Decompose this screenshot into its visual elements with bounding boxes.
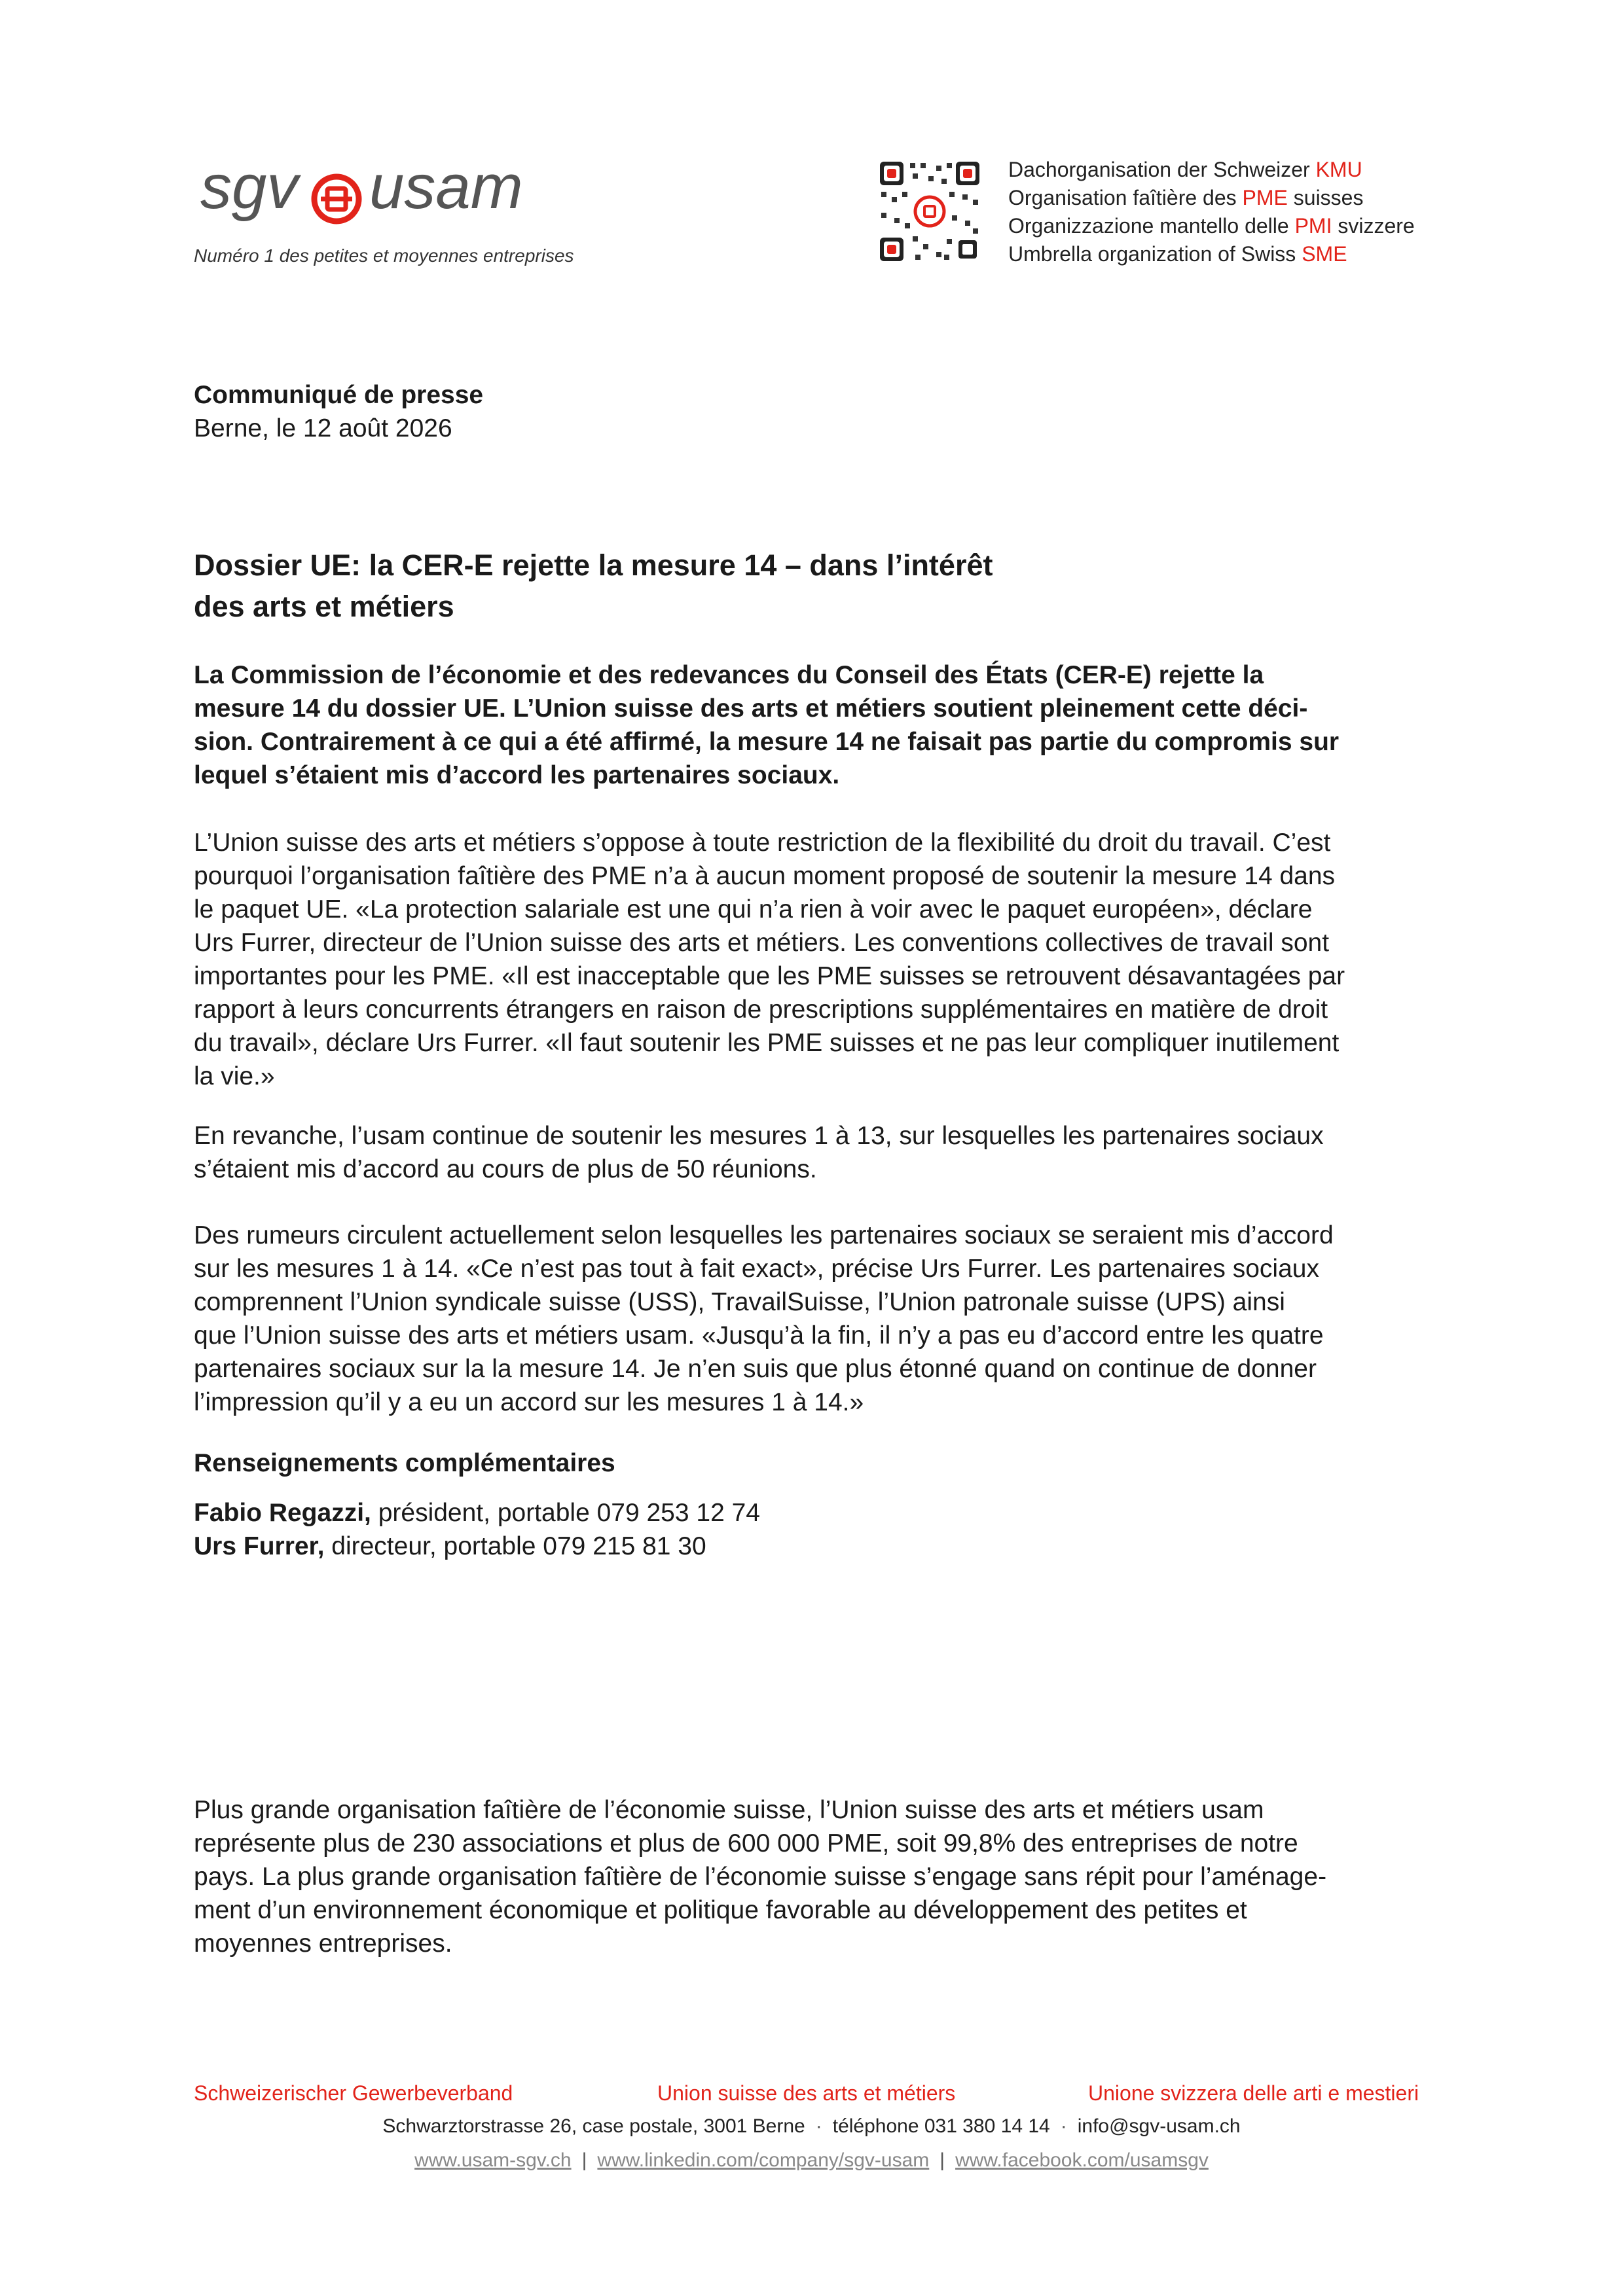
separator-dot: · (815, 2115, 822, 2137)
website-link[interactable]: www.usam-sgv.ch (414, 2149, 572, 2171)
body-line: la vie.» (194, 1062, 275, 1090)
about-line: moyennes entreprises. (194, 1929, 452, 1958)
body-line: le paquet UE. «La protection salariale est une qui n’a rien à voir avec le paquet européen», déclare (194, 895, 1313, 924)
about-line: Plus grande organisation faîtière de l’économie suisse, l’Union suisse des arts et métiers usam (194, 1796, 1264, 1824)
body-line: du travail», déclare Urs Furrer. «Il faut soutenir les PME suisses et ne pas leur compliquer inutilement (194, 1029, 1340, 1057)
body-paragraph-2 (194, 1119, 1324, 1186)
page-title (194, 545, 993, 627)
body-paragraph-1 (194, 826, 1345, 1093)
linkedin-link[interactable]: www.linkedin.com/company/sgv-usam (597, 2149, 930, 2171)
footer-name-it: Unione svizzera delle arti e mestieri (1088, 2081, 1419, 2105)
org-line-en: Umbrella organization of Swiss SME (1008, 242, 1347, 266)
press-release-date: Berne, le 12 août 2026 (194, 414, 452, 442)
body-line: sur les mesures 1 à 14. «Ce n’est pas tout à fait exact», précise Urs Furrer. Les partenaires sociaux (194, 1255, 1319, 1283)
contact-name: Urs Furrer, (194, 1532, 325, 1560)
title-line: Dossier UE: la CER-E rejette la mesure 14 – dans l’intérêt (194, 548, 993, 582)
contact-detail: directeur, portable 079 215 81 30 (324, 1532, 706, 1560)
lead-line: mesure 14 du dossier UE. L’Union suisse des arts et métiers soutient pleinement cette déci- (194, 694, 1308, 723)
footer-address-line (0, 2115, 1623, 2138)
body-line: importantes pour les PME. «Il est inacceptable que les PME suisses se retrouvent désavantagées par (194, 962, 1345, 990)
body-line: En revanche, l’usam continue de soutenir les mesures 1 à 13, sur lesquelles les partenaires sociaux (194, 1122, 1324, 1150)
body-line: l’impression qu’il y a eu un accord sur les mesures 1 à 14.» (194, 1388, 864, 1416)
body-line: rapport à leurs concurrents étrangers en raison de prescriptions supplémentaires en matière de droit (194, 996, 1328, 1024)
lead-paragraph (194, 658, 1339, 792)
body-line: Urs Furrer, directeur de l’Union suisse des arts et métiers. Les conventions collectives de travail sont (194, 929, 1330, 957)
separator-bar: | (581, 2149, 587, 2171)
footer-address: Schwarztorstrasse 26, case postale, 3001 Berne (382, 2115, 805, 2137)
org-line-fr: Organisation faîtière des PME suisses (1008, 186, 1364, 209)
contact-name: Fabio Regazzi, (194, 1499, 371, 1527)
qr-code-icon (877, 159, 982, 264)
footer-name-de: Schweizerischer Gewerbeverband (194, 2081, 513, 2105)
org-line-it: Organizzazione mantello delle PMI svizzere (1008, 214, 1415, 238)
footer-links (0, 2149, 1623, 2172)
about-paragraph (194, 1793, 1326, 1960)
logo-tagline: Numéro 1 des petites et moyennes entreprises (194, 245, 574, 266)
footer-name-fr: Union suisse des arts et métiers (657, 2081, 956, 2105)
body-line: que l’Union suisse des arts et métiers usam. «Jusqu’à la fin, il n’y a pas eu d’accord entre les quatre (194, 1321, 1324, 1350)
further-info-heading: Renseignements complémentaires (194, 1449, 615, 1477)
separator-bar: | (939, 2149, 945, 2171)
about-line: ment d’un environnement économique et politique favorable au développement des petites et (194, 1896, 1247, 1924)
body-line: partenaires sociaux sur la la mesure 14. Je n’en suis que plus étonné quand on continue de donner (194, 1355, 1317, 1383)
contact-list (194, 1496, 760, 1563)
lead-line: sion. Contrairement à ce qui a été affirmé, la mesure 14 ne faisait pas partie du compromis sur (194, 728, 1340, 756)
contact-item (194, 1496, 760, 1530)
contact-item (194, 1530, 760, 1563)
svg-text:usam: usam (369, 169, 523, 222)
body-line: s’étaient mis d’accord au cours de plus de 50 réunions. (194, 1155, 817, 1183)
svg-text:sgv: sgv (200, 169, 299, 222)
lead-line: lequel s’étaient mis d’accord les partenaires sociaux. (194, 761, 840, 789)
body-line: L’Union suisse des arts et métiers s’oppose à toute restriction de la flexibilité du droit du travail. C’est (194, 829, 1331, 857)
footer-phone: téléphone 031 380 14 14 (832, 2115, 1050, 2137)
organization-taglines (1008, 156, 1415, 268)
title-line: des arts et métiers (194, 590, 454, 623)
press-release-label: Communiqué de presse (194, 381, 484, 409)
body-paragraph-3 (194, 1219, 1334, 1419)
footer-email[interactable]: info@sgv-usam.ch (1077, 2115, 1241, 2137)
body-line: pourquoi l’organisation faîtière des PME n’a à aucun moment proposé de soutenir la mesure 14 dans (194, 862, 1336, 890)
body-line: Des rumeurs circulent actuellement selon lesquelles les partenaires sociaux se seraient mis d’accord (194, 1221, 1334, 1249)
about-line: représente plus de 230 associations et plus de 600 000 PME, soit 99,8% des entreprises de notre (194, 1829, 1298, 1857)
about-line: pays. La plus grande organisation faîtière de l’économie suisse s’engage sans répit pour l’aménage- (194, 1863, 1327, 1891)
body-line: comprennent l’Union syndicale suisse (USS), TravailSuisse, l’Union patronale suisse (UPS) ainsi (194, 1288, 1285, 1316)
lead-line: La Commission de l’économie et des redevances du Conseil des États (CER-E) rejette la (194, 661, 1264, 689)
separator-dot: · (1060, 2115, 1067, 2137)
org-line-de: Dachorganisation der Schweizer KMU (1008, 158, 1362, 181)
facebook-link[interactable]: www.facebook.com/usamsgv (955, 2149, 1209, 2171)
contact-detail: président, portable 079 253 12 74 (371, 1499, 760, 1527)
